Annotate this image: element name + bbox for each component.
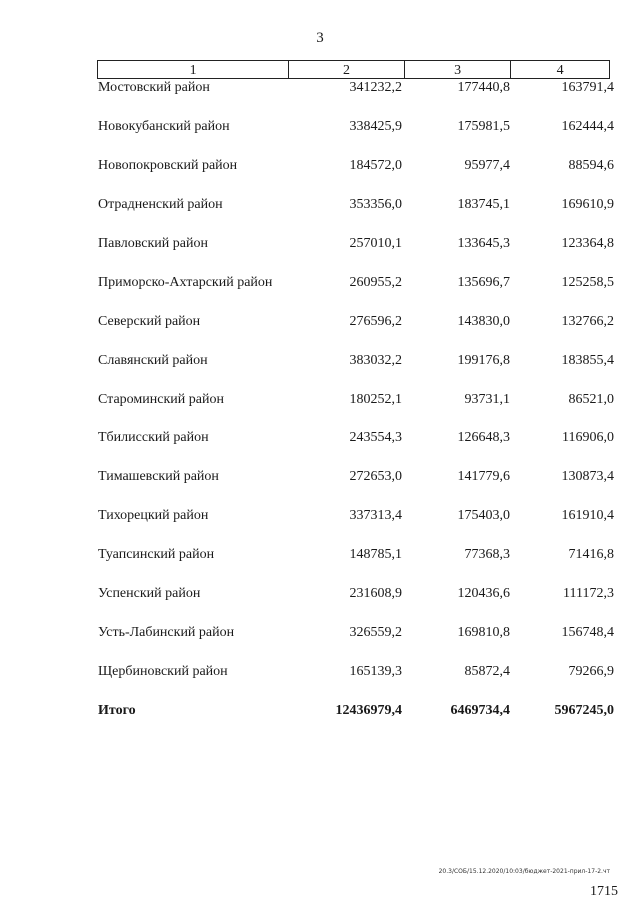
header-col-1: 1 xyxy=(98,61,289,78)
table-row xyxy=(0,430,640,469)
value-col-4: 163791,4 xyxy=(561,80,614,95)
table-row xyxy=(0,119,640,158)
district-name: Новокубанский район xyxy=(98,118,230,134)
table-row xyxy=(0,392,640,431)
district-name: Тбилисский район xyxy=(98,430,209,446)
value-col-3: 199176,8 xyxy=(457,352,510,368)
value-col-2: 337313,4 xyxy=(349,508,402,524)
header-col-2: 2 xyxy=(289,61,405,78)
district-name: Отрадненский район xyxy=(98,196,223,212)
value-col-3: 85872,4 xyxy=(464,664,510,680)
value-col-3: 120436,6 xyxy=(457,586,510,602)
value-col-4: 156748,4 xyxy=(561,625,614,641)
value-col-4: 132766,2 xyxy=(561,313,614,329)
value-col-2: 243554,3 xyxy=(349,430,402,446)
value-col-4: 111172,3 xyxy=(563,586,614,602)
value-col-4: 86521,0 xyxy=(568,391,614,407)
table-row xyxy=(0,586,640,625)
table-body xyxy=(0,80,640,742)
table-row xyxy=(0,625,640,664)
value-col-3: 175981,5 xyxy=(457,118,510,134)
district-name: Щербиновский район xyxy=(98,664,228,680)
value-col-2: 326559,2 xyxy=(349,625,402,641)
value-col-3: 169810,8 xyxy=(457,625,510,641)
value-col-3: 177440,8 xyxy=(457,80,510,95)
value-col-3: 141779,6 xyxy=(457,469,510,485)
table-row xyxy=(0,353,640,392)
value-col-3: 143830,0 xyxy=(457,313,510,329)
value-col-2: 257010,1 xyxy=(349,235,402,251)
value-col-4: 183855,4 xyxy=(561,352,614,368)
value-col-3: 95977,4 xyxy=(464,157,510,173)
table-total-row xyxy=(0,703,640,742)
header-col-3: 3 xyxy=(405,61,512,78)
value-col-3: 183745,1 xyxy=(457,196,510,212)
header-col-4: 4 xyxy=(556,63,564,78)
value-col-4: 88594,6 xyxy=(568,157,614,173)
document-footer-code: 20.3/СОБ/15.12.2020/10:03/бюджет-2021-прил-17-2.чт xyxy=(438,868,610,875)
value-col-4: 5967245,0 xyxy=(554,703,614,718)
page-number-bottom: 1715 xyxy=(590,884,618,899)
value-col-2: 184572,0 xyxy=(349,157,402,173)
value-col-2: 231608,9 xyxy=(349,586,402,602)
table-row xyxy=(0,547,640,586)
value-col-2: 260955,2 xyxy=(349,274,402,290)
district-name: Итого xyxy=(98,703,136,718)
district-name: Усть-Лабинский район xyxy=(98,625,235,641)
table-row xyxy=(0,80,640,119)
table-row xyxy=(0,275,640,314)
value-col-2: 341232,2 xyxy=(349,80,402,95)
value-col-2: 276596,2 xyxy=(349,313,402,329)
value-col-3: 175403,0 xyxy=(457,508,510,524)
value-col-4: 161910,4 xyxy=(561,508,614,524)
value-col-4: 79266,9 xyxy=(568,664,614,680)
value-col-4: 130873,4 xyxy=(561,469,614,485)
table-row xyxy=(0,236,640,275)
table-header xyxy=(97,60,610,79)
table-row xyxy=(0,158,640,197)
value-col-2: 12436979,4 xyxy=(335,703,402,718)
district-name: Туапсинский район xyxy=(98,547,215,563)
district-name: Славянский район xyxy=(98,352,208,368)
district-name: Мостовский район xyxy=(98,80,210,95)
value-col-4: 71416,8 xyxy=(568,547,614,563)
value-col-4: 169610,9 xyxy=(561,196,614,212)
value-col-4: 123364,8 xyxy=(561,235,614,251)
value-col-4: 162444,4 xyxy=(561,118,614,134)
value-col-2: 180252,1 xyxy=(349,391,402,407)
value-col-2: 272653,0 xyxy=(349,469,402,485)
value-col-3: 6469734,4 xyxy=(450,703,510,718)
district-name: Успенский район xyxy=(98,586,201,602)
district-name: Тимашевский район xyxy=(98,469,219,485)
value-col-4: 116906,0 xyxy=(562,430,614,446)
value-col-3: 135696,7 xyxy=(457,274,510,290)
value-col-2: 338425,9 xyxy=(349,118,402,134)
value-col-4: 125258,5 xyxy=(561,274,614,290)
district-name: Приморско-Ахтарский район xyxy=(98,274,273,290)
page-number-top: 3 xyxy=(316,30,324,46)
district-name: Павловский район xyxy=(98,235,208,251)
table-row xyxy=(0,197,640,236)
value-col-2: 383032,2 xyxy=(349,352,402,368)
value-col-3: 133645,3 xyxy=(457,235,510,251)
district-name: Староминский район xyxy=(98,391,224,407)
value-col-3: 126648,3 xyxy=(457,430,510,446)
value-col-3: 77368,3 xyxy=(464,547,510,563)
value-col-2: 165139,3 xyxy=(349,664,402,680)
district-name: Северский район xyxy=(98,313,201,329)
value-col-2: 148785,1 xyxy=(349,547,402,563)
table-row xyxy=(0,508,640,547)
value-col-3: 93731,1 xyxy=(464,391,510,407)
table-row xyxy=(0,314,640,353)
district-name: Новопокровский район xyxy=(98,157,238,173)
value-col-2: 353356,0 xyxy=(349,196,402,212)
table-row xyxy=(0,664,640,703)
district-name: Тихорецкий район xyxy=(98,508,209,524)
table-row xyxy=(0,469,640,508)
